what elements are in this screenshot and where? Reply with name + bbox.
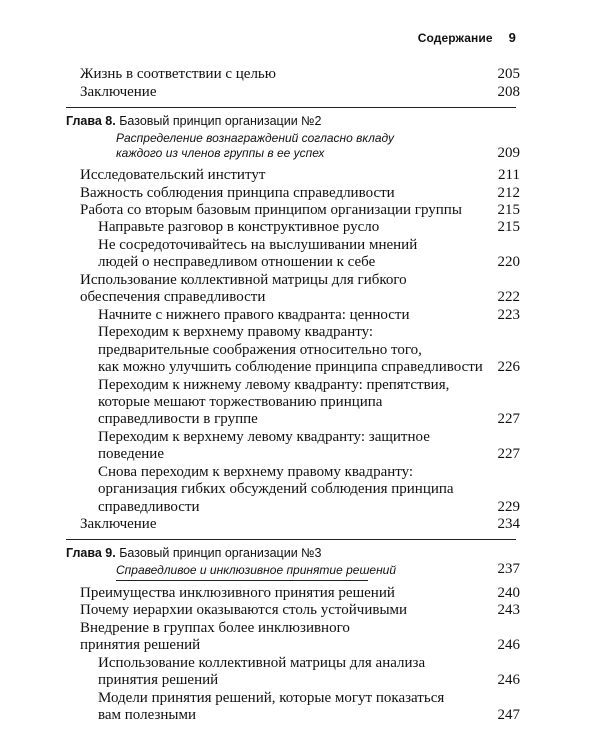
toc-entry-page: 208	[497, 84, 520, 100]
toc-entry-page: 211	[498, 167, 520, 183]
toc-entry-page: 223	[497, 307, 520, 323]
toc-entry-text: поведение	[98, 446, 164, 462]
chapter-9-title: Базовый принцип организации №3	[119, 546, 322, 560]
toc-entry-text: Использование коллективной матрицы для гибкого	[80, 272, 407, 288]
toc-entry-page: 246	[497, 672, 520, 688]
chapter-8-page: 209	[497, 145, 520, 161]
chapter-8-title: Базовый принцип организации №2	[119, 114, 322, 128]
toc-entry-text: Исследовательский институт	[80, 167, 266, 183]
chapter-8-heading	[66, 113, 322, 130]
toc-entry-text: предварительные соображения относительно того,	[98, 342, 422, 358]
toc-entry-page: 243	[497, 602, 520, 618]
chapter-9-heading	[66, 545, 322, 562]
toc-entry-text: вам полезными	[98, 707, 196, 723]
toc-entry-text: Преимущества инклюзивного принятия решений	[80, 585, 395, 601]
toc-entry-text: Модели принятия решений, которые могут показаться	[98, 690, 445, 706]
toc-entry-text: Начните с нижнего правого квадранта: ценности	[98, 307, 410, 323]
page-number: 9	[508, 30, 516, 45]
toc-entry-text: обеспечения справедливости	[80, 289, 266, 305]
toc-entry-text: Важность соблюдения принципа справедливости	[80, 185, 395, 201]
chapter-8-subtitle: Распределение вознаграждений согласно вкладу	[116, 131, 395, 145]
toc-entry-text: Внедрение в группах более инклюзивного	[80, 620, 350, 636]
toc-entry-text: Не сосредоточивайтесь на выслушивании мнений	[98, 237, 418, 253]
chapter-9-label: Глава 9.	[66, 546, 116, 560]
toc-entry-text: Снова переходим к верхнему правому квадранту:	[98, 464, 414, 480]
toc-entry-text: Использование коллективной матрицы для анализа	[98, 655, 426, 671]
toc-entry-page: 234	[497, 516, 520, 532]
chapter-divider	[66, 539, 516, 540]
toc-entry-text: справедливости в группе	[98, 411, 258, 427]
toc-entry-page: 215	[497, 202, 520, 218]
toc-entry-text: Переходим к нижнему левому квадранту: препятствия,	[98, 377, 450, 393]
toc-entry-page: 229	[497, 499, 520, 515]
chapter-8-subtitle: каждого из членов группы в ее успех	[116, 146, 325, 160]
toc-entry-text: справедливости	[98, 499, 200, 515]
toc-entry-page: 247	[497, 707, 520, 723]
chapter-9-page: 237	[497, 561, 520, 577]
toc-entry-page: 246	[497, 637, 520, 653]
toc-entry-text: принятия решений	[98, 672, 219, 688]
toc-entry-page: 227	[497, 446, 520, 462]
toc-entry-text: которые мешают торжествованию принципа	[98, 394, 383, 410]
toc-entry-text: Работа со вторым базовым принципом организации группы	[80, 202, 462, 218]
toc-entry-page: 212	[497, 185, 520, 201]
toc-entry-page: 205	[497, 66, 520, 82]
toc-entry-page: 220	[497, 254, 520, 270]
toc-entry-text: людей о несправедливом отношении к себе	[98, 254, 376, 270]
toc-entry-page: 226	[497, 359, 520, 375]
toc-entry-page: 240	[497, 585, 520, 601]
running-header-section: Содержание	[417, 31, 493, 45]
toc-entry-text: Заключение	[80, 516, 157, 532]
toc-entry-text: Переходим к верхнему правому квадранту:	[98, 324, 374, 340]
running-header	[418, 30, 516, 45]
toc-entry-text: принятия решений	[80, 637, 201, 653]
toc-entry-text: Заключение	[80, 84, 157, 100]
toc-entry-page: 215	[497, 219, 520, 235]
toc-entry-text: Направьте разговор в конструктивное русло	[98, 219, 380, 235]
subtitle-underline	[116, 580, 368, 581]
toc-entry-text: Жизнь в соответствии с целью	[80, 66, 276, 82]
chapter-8-label: Глава 8.	[66, 114, 116, 128]
chapter-9-subtitle: Справедливое и инклюзивное принятие решений	[116, 563, 397, 577]
toc-entry-text: Переходим к верхнему левому квадранту: защитное	[98, 429, 430, 445]
toc-entry-page: 222	[497, 289, 520, 305]
toc-entry-text: Почему иерархии оказываются столь устойчивыми	[80, 602, 408, 618]
chapter-divider	[66, 107, 516, 108]
toc-entry-page: 227	[497, 411, 520, 427]
toc-entry-text: организация гибких обсуждений соблюдения принципа	[98, 481, 454, 497]
toc-entry-text: как можно улучшить соблюдение принципа справедливости	[98, 359, 483, 375]
